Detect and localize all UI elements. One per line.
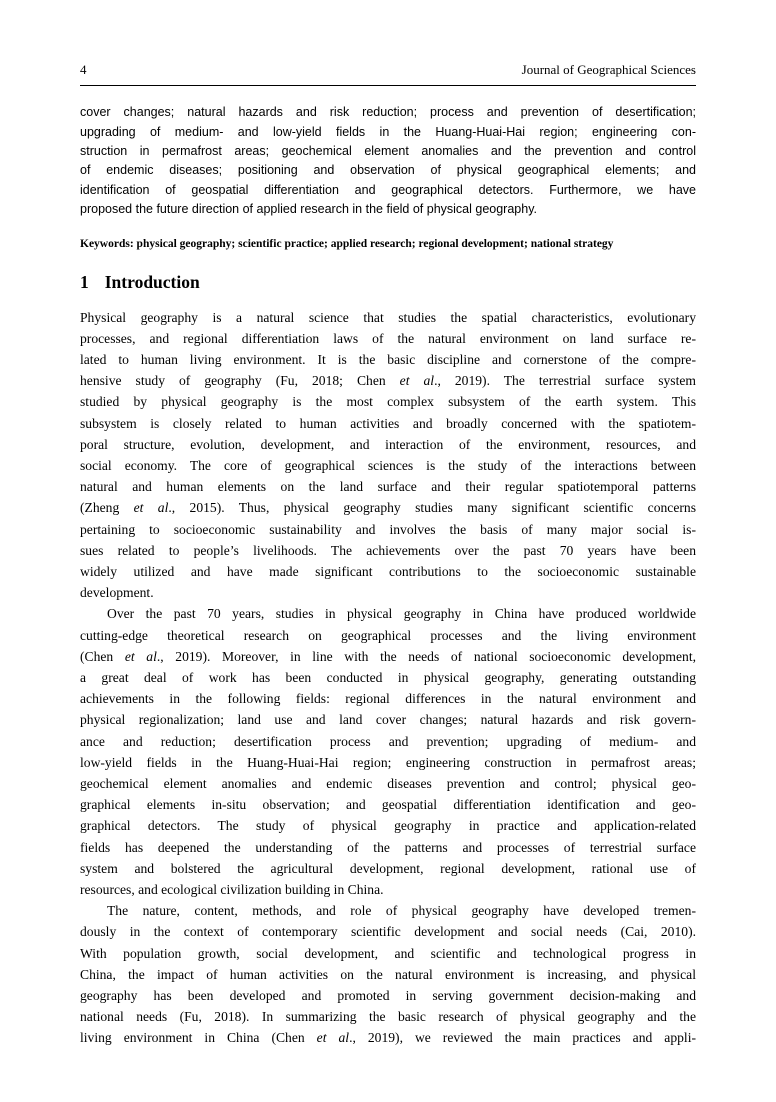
text-line	[80, 349, 696, 370]
text-run: Physical geography is a natural science that studies the spatial characteristics, evolutionary	[80, 309, 696, 325]
text-line	[80, 582, 696, 603]
running-head	[80, 62, 696, 78]
paragraph	[80, 603, 696, 900]
text-run: geography has been developed and promoted in serving government decision-making and	[80, 988, 696, 1003]
text-run: lated to human living environment. It is the basic discipline and cornerstone of the compre-	[80, 351, 696, 367]
text-line	[80, 200, 696, 219]
text-run: struction in permafrost areas; geochemical element anomalies and the prevention and control	[80, 144, 696, 159]
text-run: physical regionalization; land use and land cover changes; natural hazards and risk govern-	[80, 712, 696, 728]
text-run: The nature, content, methods, and role of physical geography have developed tremen-	[107, 903, 696, 919]
text-run: poral structure, evolution, development, and interaction of the environment, resources, and	[80, 436, 696, 452]
text-run: living environment in China (Chen	[80, 1030, 317, 1046]
text-run: upgrading of medium- and low-yield fields in the Huang-Huai-Hai region; engineering con-	[80, 124, 696, 139]
text-line	[80, 1006, 696, 1027]
text-line	[80, 142, 696, 161]
paragraph	[80, 900, 696, 1048]
text-run: (Zheng	[80, 500, 134, 516]
text-line	[80, 709, 696, 730]
text-line	[80, 964, 696, 985]
journal-title: Journal of Geographical Sciences	[521, 62, 696, 77]
text-run: studied by physical geography is the most complex subsystem of the earth system. This	[80, 394, 696, 410]
text-run: ., 2019), we reviewed the main practices and appli-	[349, 1030, 697, 1046]
text-line	[80, 391, 696, 412]
italic-text-run: et al	[133, 500, 169, 516]
text-line	[80, 921, 696, 942]
text-line	[80, 413, 696, 434]
text-line	[80, 161, 696, 180]
text-line	[80, 625, 696, 646]
text-run: ., 2015). Thus, physical geography studies many significant scientific concerns	[168, 500, 696, 516]
text-line	[80, 773, 696, 794]
text-run: identification of geospatial differentiation and geographical detectors. Furthermore, we have	[80, 182, 696, 197]
text-run: Over the past 70 years, studies in physical geography in China have produced worldwide	[107, 606, 696, 622]
text-run: widely utilized and have made significant contributions to the socioeconomic sustainable	[80, 563, 696, 579]
keywords-line	[80, 237, 696, 252]
italic-text-run: et al	[399, 373, 435, 389]
text-run: With population growth, social development, and scientific and technological progress in	[80, 945, 696, 961]
text-run: graphical elements in-situ observation; and geospatial differentiation identification and geo-	[80, 797, 696, 813]
text-run: (Chen	[80, 648, 125, 664]
text-run: a great deal of work has been conducted in physical geography, generating outstanding	[80, 669, 696, 685]
text-line	[80, 103, 696, 122]
text-run: subsystem is closely related to human activities and broadly concerned with the spatiotem-	[80, 415, 696, 431]
text-run: system and bolstered the agricultural development, regional development, rational use of	[80, 860, 696, 876]
keywords-text: physical geography; scientific practice; applied research; regional development; national strategy	[136, 237, 614, 250]
text-run: national needs (Fu, 2018). In summarizing the basic research of physical geography and the	[80, 1009, 696, 1025]
text-run: China, the impact of human activities on the natural environment is increasing, and physical	[80, 966, 696, 982]
text-line	[80, 328, 696, 349]
text-run: ., 2019). Moreover, in line with the needs of national socioeconomic development,	[156, 648, 696, 664]
text-run: social economy. The core of geographical sciences is the study of the interactions between	[80, 457, 696, 473]
text-line	[80, 519, 696, 540]
text-run: pertaining to socioeconomic sustainability and involves the basis of many major social is-	[80, 521, 696, 537]
text-run: natural and human elements on the land surface and their regular spatiotemporal patterns	[80, 479, 696, 495]
section-title: Introduction	[104, 271, 200, 292]
text-line	[80, 900, 696, 921]
text-line	[80, 561, 696, 582]
text-line	[80, 307, 696, 328]
italic-text-run: et al	[316, 1030, 350, 1046]
text-run: of endemic diseases; positioning and observation of physical geographical elements; and	[80, 163, 696, 178]
text-line	[80, 455, 696, 476]
text-line	[80, 815, 696, 836]
text-run: low-yield fields in the Huang-Huai-Hai region; engineering construction in permafrost areas;	[80, 754, 696, 770]
text-line	[80, 123, 696, 142]
text-run: cover changes; natural hazards and risk reduction; process and prevention of desertification;	[80, 105, 696, 120]
body-text	[80, 307, 696, 1049]
text-line	[80, 731, 696, 752]
header-rule	[80, 85, 696, 86]
text-line	[80, 434, 696, 455]
page-number: 4	[80, 62, 87, 77]
text-line	[80, 370, 696, 391]
text-run: geochemical element anomalies and endemic diseases prevention and control; physical geo-	[80, 775, 696, 791]
text-run: cutting-edge theoretical research on geographical processes and the living environment	[80, 627, 696, 643]
text-run: hensive study of geography (Fu, 2018; Chen	[80, 373, 400, 389]
text-line	[80, 858, 696, 879]
text-run: development.	[80, 585, 154, 601]
text-line	[80, 476, 696, 497]
text-run: dously in the context of contemporary scientific development and social needs (Cai, 2010).	[80, 924, 696, 940]
text-line	[80, 603, 696, 624]
text-line	[80, 646, 696, 667]
text-line	[80, 1027, 696, 1048]
text-line	[80, 667, 696, 688]
section-number: 1	[80, 271, 89, 292]
section-heading	[80, 272, 696, 294]
text-line	[80, 752, 696, 773]
text-line	[80, 497, 696, 518]
text-line	[80, 837, 696, 858]
text-line	[80, 181, 696, 200]
paragraph	[80, 307, 696, 604]
text-run: graphical detectors. The study of physical geography in practice and application-related	[80, 818, 696, 834]
text-run: proposed the future direction of applied research in the field of physical geography.	[80, 202, 538, 217]
abstract-text	[80, 103, 696, 219]
text-run: ., 2019). The terrestrial surface system	[434, 373, 696, 389]
text-line	[80, 985, 696, 1006]
italic-text-run: et al	[124, 648, 157, 664]
text-line	[80, 794, 696, 815]
text-run: processes, and regional differentiation laws of the natural environment on land surface re-	[80, 330, 696, 346]
text-line	[80, 879, 696, 900]
text-run: fields has deepened the understanding of the patterns and processes of terrestrial surface	[80, 839, 696, 855]
text-run: ance and reduction; desertification process and prevention; upgrading of medium- and	[80, 733, 696, 749]
text-line	[80, 688, 696, 709]
text-line	[80, 943, 696, 964]
text-line	[80, 540, 696, 561]
keywords-label: Keywords:	[80, 237, 134, 250]
text-run: sues related to people’s livelihoods. The achievements over the past 70 years have been	[80, 542, 696, 558]
text-run: achievements in the following fields: regional differences in the natural environment and	[80, 691, 696, 707]
text-run: resources, and ecological civilization building in China.	[80, 881, 384, 897]
